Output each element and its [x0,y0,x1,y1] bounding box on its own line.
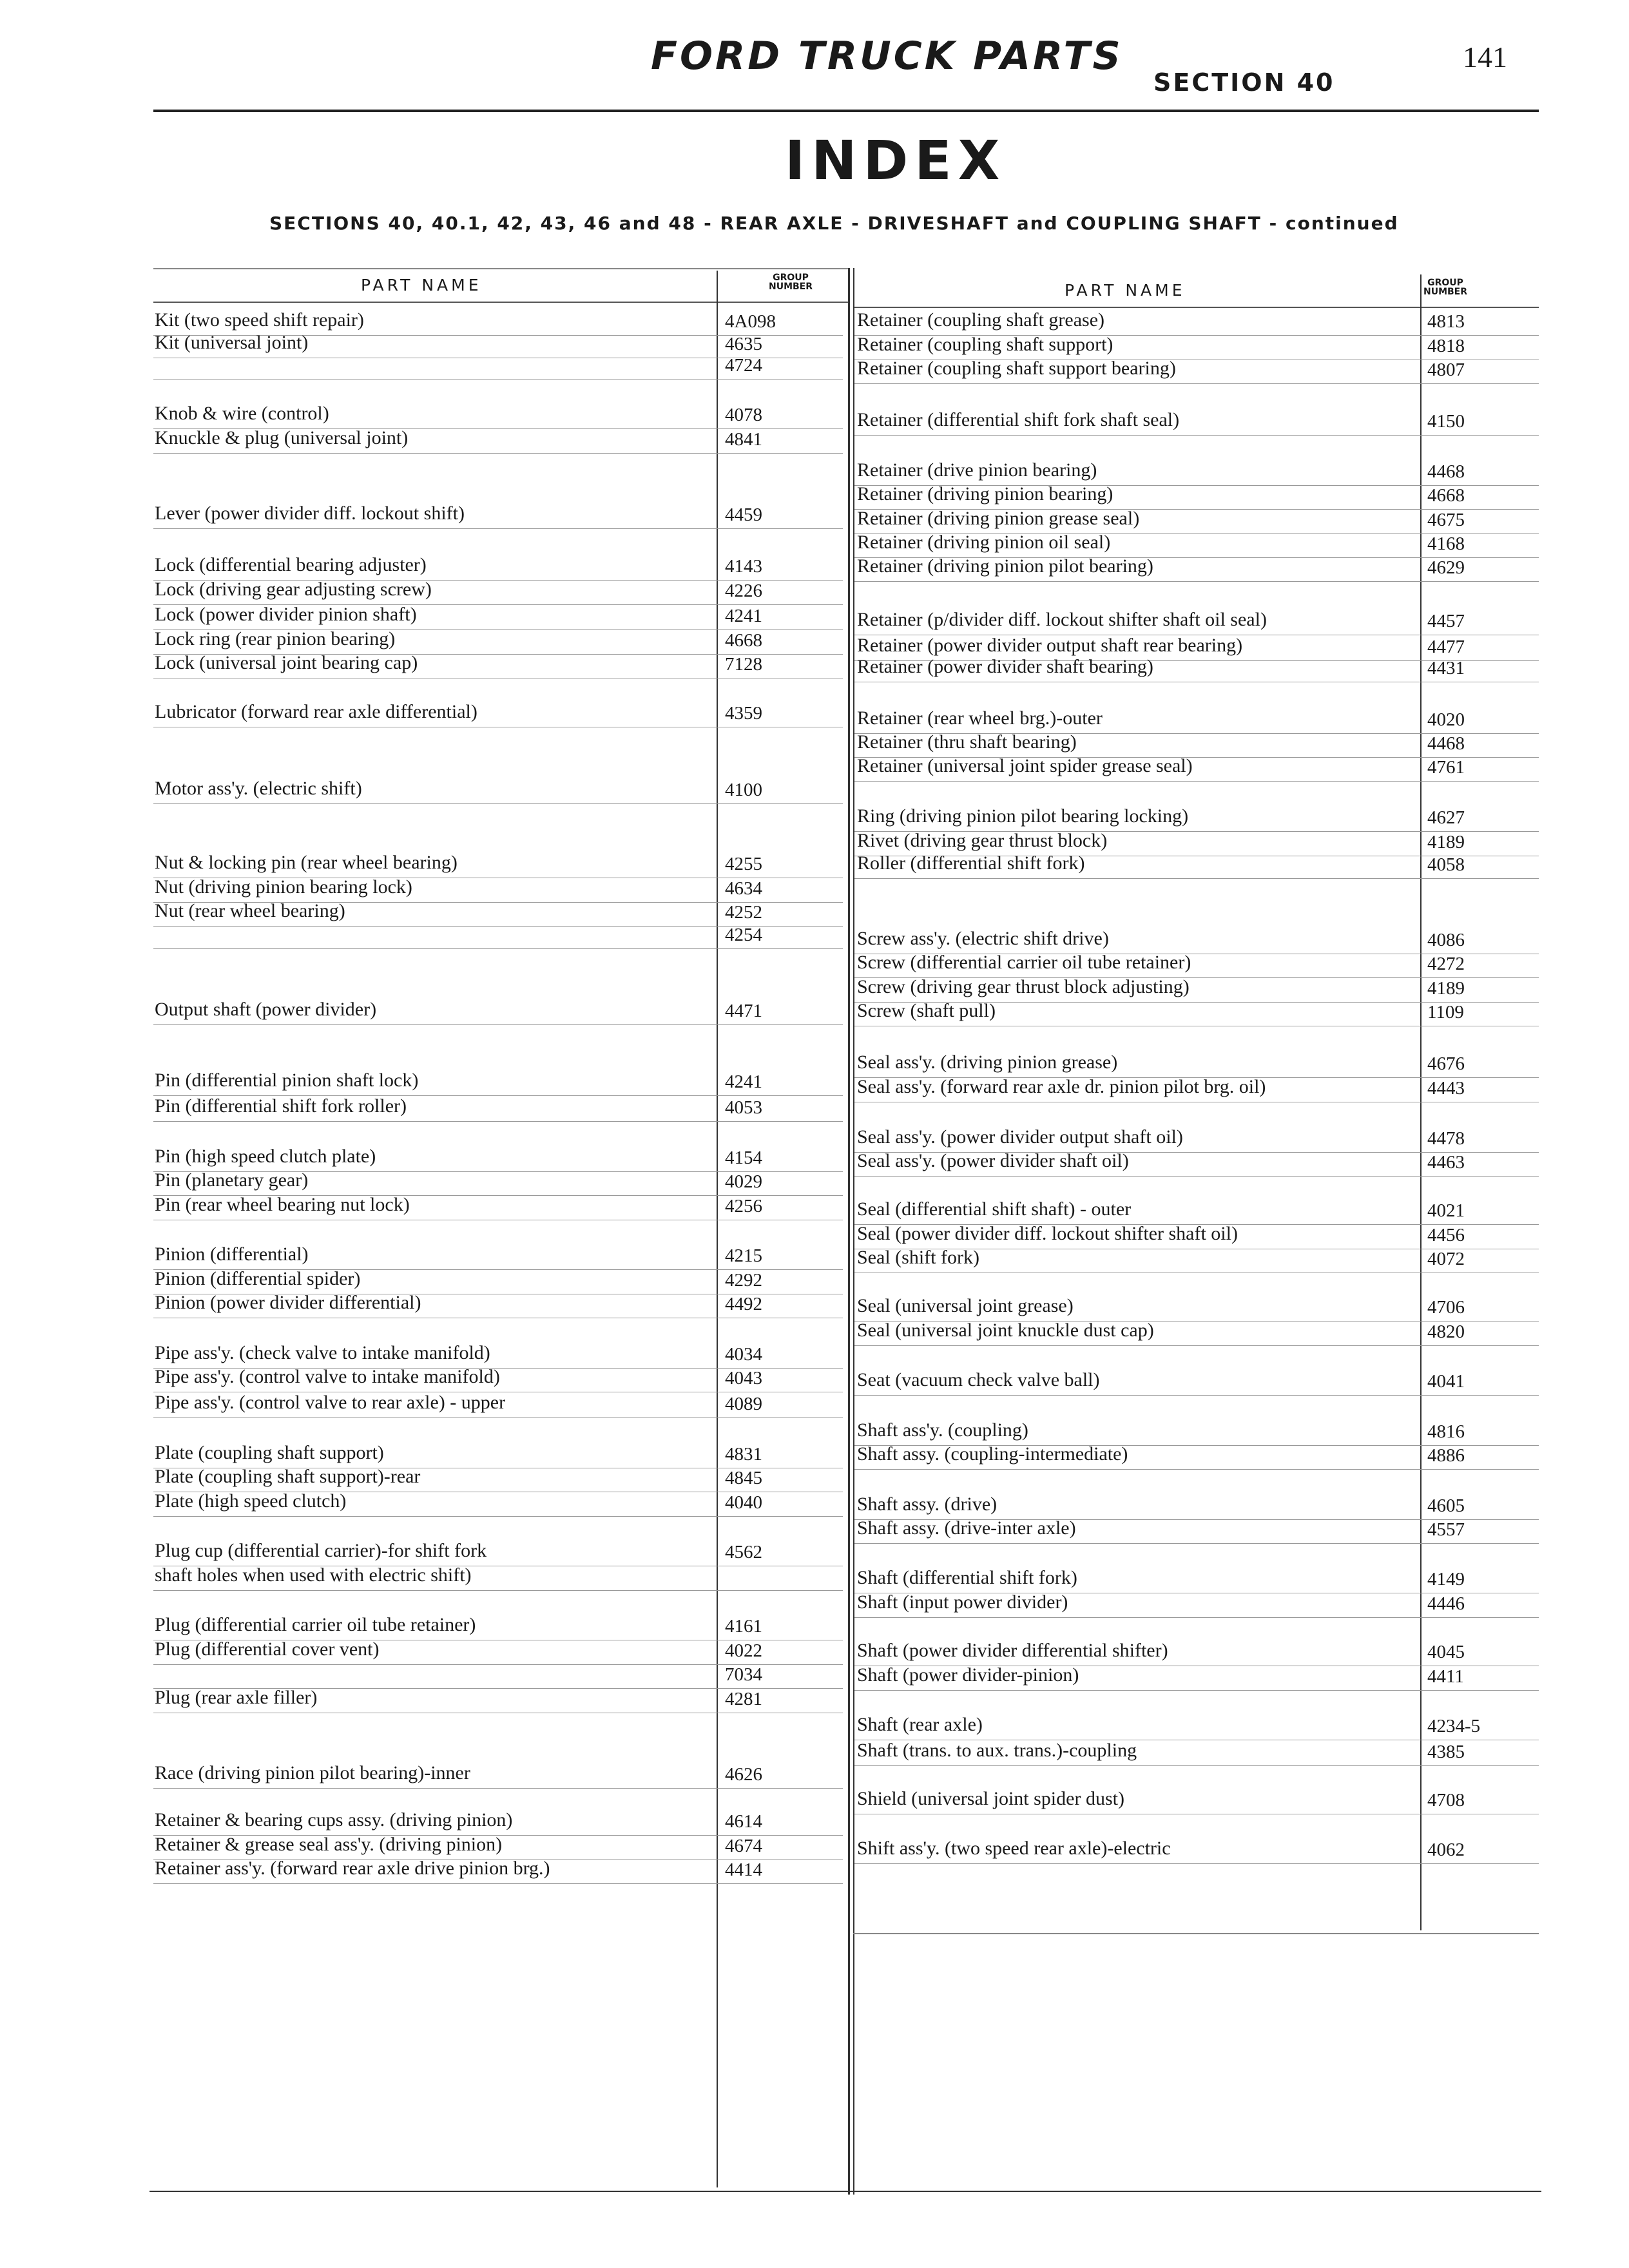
left-group-column-divider [717,271,718,2187]
group-number: 4459 [725,505,762,525]
group-number: 4062 [1427,1840,1465,1860]
row-rule [854,581,1539,582]
group-number: 4414 [725,1860,762,1880]
group-number: 4385 [1427,1742,1465,1762]
group-number: 4022 [725,1640,762,1661]
part-name: Lock ring (rear pinion bearing) [155,628,396,649]
part-name: Pin (high speed clutch plate) [155,1146,376,1167]
group-number: 4761 [1427,757,1465,778]
left-group-number-header [749,273,833,291]
part-name: Shaft ass'y. (coupling) [857,1419,1028,1441]
row-rule [854,1543,1539,1544]
part-name: Pipe ass'y. (control valve to intake manifold) [155,1366,500,1387]
part-name: Seal (shift fork) [857,1247,979,1268]
left-header-top-rule [153,268,849,269]
part-name: Roller (differential shift fork) [857,852,1085,874]
group-number: 4629 [1427,557,1465,578]
part-name: Rivet (driving gear thrust block) [857,830,1108,851]
part-name: Lock (universal joint bearing cap) [155,652,418,673]
group-number: 4841 [725,429,762,450]
row-rule [854,435,1539,436]
part-name: Retainer ass'y. (forward rear axle drive pinion brg.) [155,1858,550,1879]
group-number: 4708 [1427,1790,1465,1811]
left-part-name-header: PART NAME [361,276,482,294]
part-name: Seal (power divider diff. lockout shifter shaft oil) [857,1223,1238,1244]
left-group-header-line1: GROUP [773,273,809,283]
row-rule [153,1883,843,1884]
index-title: INDEX [785,129,1007,192]
group-number: 4813 [1427,311,1465,332]
part-name: Seal (universal joint grease) [857,1295,1074,1316]
center-column-divider [848,268,850,2195]
group-number: 4457 [1427,611,1465,631]
part-name: Nut (rear wheel bearing) [155,900,345,921]
part-name: Retainer (driving pinion oil seal) [857,532,1111,553]
group-number: 4034 [725,1344,762,1365]
row-rule [153,379,843,380]
part-name: Pin (rear wheel bearing nut lock) [155,1194,410,1215]
part-name: Kit (universal joint) [155,332,309,353]
group-number: 4045 [1427,1642,1465,1662]
group-number: 4468 [1427,461,1465,482]
part-name: Retainer (thru shaft bearing) [857,731,1077,753]
row-rule [854,1176,1539,1177]
group-number: 4463 [1427,1152,1465,1173]
part-name: Shaft (input power divider) [857,1591,1068,1613]
group-number: 4627 [1427,807,1465,828]
part-name: Output shaft (power divider) [155,999,377,1020]
group-number: 4053 [725,1097,762,1118]
right-table-end-rule [853,1933,1539,1934]
group-number: 4256 [725,1196,762,1216]
group-number: 4078 [725,405,762,425]
group-number: 4605 [1427,1495,1465,1516]
part-name: Retainer (p/divider diff. lockout shifter shaft oil seal) [857,609,1267,630]
row-rule [153,528,843,529]
right-group-header-line2: NUMBER [1423,287,1468,297]
row-rule [153,803,843,804]
publication-title: FORD TRUCK PARTS [651,34,1123,79]
group-number: 4492 [725,1294,762,1314]
section-label: SECTION 40 [1153,68,1335,97]
part-name: Retainer (driving pinion bearing) [857,483,1113,505]
part-name: Shaft (power divider-pinion) [857,1664,1079,1686]
right-group-number-header [1403,278,1487,296]
group-number: 4818 [1427,336,1465,356]
part-name: Plug (differential cover vent) [155,1639,380,1660]
group-number: 4626 [725,1764,762,1785]
part-name: Retainer & bearing cups assy. (driving pinion) [155,1809,513,1831]
group-number: 4676 [1427,1053,1465,1074]
row-rule [854,1345,1539,1346]
part-name: Pinion (differential) [155,1244,309,1265]
part-name: Plug cup (differential carrier)-for shift fork [155,1540,487,1561]
group-number: 4241 [725,1072,762,1092]
group-number: 4292 [725,1270,762,1291]
part-name: Pinion (power divider differential) [155,1292,421,1313]
group-number: 7034 [725,1664,762,1685]
group-number: 4072 [1427,1249,1465,1269]
group-number: 4845 [725,1468,762,1488]
part-name: Seal ass'y. (driving pinion grease) [857,1052,1118,1073]
group-number: 4020 [1427,709,1465,730]
part-name: Pipe ass'y. (control valve to rear axle) - upper [155,1392,506,1413]
group-number: 4674 [725,1836,762,1856]
part-name: Seal (differential shift shaft) - outer [857,1198,1132,1220]
part-name: Screw (driving gear thrust block adjusting) [857,976,1190,997]
part-name: Plate (coupling shaft support)-rear [155,1466,421,1487]
part-name: Retainer (drive pinion bearing) [857,459,1097,481]
part-name: Retainer (universal joint spider grease seal) [857,755,1193,776]
part-name: Screw (shaft pull) [857,1000,996,1021]
part-name: Shaft (power divider differential shifter) [857,1640,1168,1661]
row-rule [153,1121,843,1122]
row-rule [854,1690,1539,1691]
row-rule [854,781,1539,782]
group-number: 4029 [725,1171,762,1192]
group-number: 4272 [1427,954,1465,974]
part-name: Lubricator (forward rear axle differential) [155,701,477,722]
group-number: 4215 [725,1245,762,1266]
group-number: 4471 [725,1001,762,1021]
part-name: Kit (two speed shift repair) [155,309,364,331]
part-name: Shaft assy. (drive-inter axle) [857,1517,1076,1539]
group-number: 7128 [725,654,762,675]
row-rule [854,1863,1539,1864]
part-name: Ring (driving pinion pilot bearing locking) [857,805,1189,827]
part-name: Shaft assy. (drive) [857,1494,998,1515]
part-name: Retainer (power divider shaft bearing) [857,656,1153,677]
row-rule [153,1788,843,1789]
part-name: Nut & locking pin (rear wheel bearing) [155,852,458,873]
part-name: Seat (vacuum check valve ball) [857,1369,1100,1390]
group-number: 4359 [725,703,762,724]
group-number: 4446 [1427,1593,1465,1614]
part-name: Knob & wire (control) [155,403,329,424]
part-name: Lever (power divider diff. lockout shift) [155,503,465,524]
part-name: Seal ass'y. (power divider output shaft oil) [857,1126,1183,1148]
part-name: Seal (universal joint knuckle dust cap) [857,1320,1154,1341]
part-name: Shift ass'y. (two speed rear axle)-electric [857,1838,1171,1859]
part-name: Motor ass'y. (electric shift) [155,778,362,799]
part-name: Plate (high speed clutch) [155,1490,347,1512]
part-name: Lock (driving gear adjusting screw) [155,579,432,600]
part-name: Lock (power divider pinion shaft) [155,604,417,625]
group-number: 4634 [725,878,762,899]
group-number: 4886 [1427,1445,1465,1466]
part-name: Nut (driving pinion bearing lock) [155,876,412,898]
index-subtitle: SECTIONS 40, 40.1, 42, 43, 46 and 48 - REAR AXLE - DRIVESHAFT and COUPLING SHAFT - continued [269,213,1399,234]
group-number: 4089 [725,1394,762,1414]
group-number: 4411 [1427,1666,1464,1687]
group-number: 4635 [725,334,762,354]
row-rule [854,1765,1539,1766]
group-number: 4557 [1427,1519,1465,1540]
row-rule [153,948,843,949]
group-number: 4816 [1427,1421,1465,1442]
part-name: Seal ass'y. (forward rear axle dr. pinion pilot brg. oil) [857,1076,1266,1097]
part-name: Knuckle & plug (universal joint) [155,427,409,448]
part-name: Plug (rear axle filler) [155,1687,318,1708]
part-name: Shaft (trans. to aux. trans.)-coupling [857,1740,1137,1761]
group-number: 4A098 [725,311,776,332]
group-number: 4241 [725,606,762,626]
part-name: Retainer (driving pinion pilot bearing) [857,555,1153,577]
group-number: 4254 [725,925,762,945]
group-number: 4021 [1427,1200,1465,1221]
part-name: Plug (differential carrier oil tube retainer) [155,1614,476,1635]
group-number: 4154 [725,1148,762,1168]
part-name: Plate (coupling shaft support) [155,1442,384,1463]
group-number: 4150 [1427,411,1465,432]
row-rule [854,1469,1539,1470]
group-number: 4189 [1427,832,1465,852]
part-name: Shaft (differential shift fork) [857,1567,1077,1588]
group-number: 4562 [725,1542,762,1562]
group-number: 4456 [1427,1225,1465,1245]
part-name: Retainer (coupling shaft support) [857,334,1113,355]
group-number: 4807 [1427,360,1465,380]
group-number: 4724 [725,355,762,376]
group-number: 4443 [1427,1078,1465,1099]
group-number: 1109 [1427,1002,1464,1023]
group-number: 4281 [725,1689,762,1709]
part-name: Pin (differential pinion shaft lock) [155,1070,419,1091]
part-name: Retainer (power divider output shaft rear bearing) [857,635,1243,656]
row-rule [153,453,843,454]
row-rule [153,1590,843,1591]
part-name: Pinion (differential spider) [155,1268,361,1289]
page-number: 141 [1463,41,1507,73]
group-number: 4161 [725,1616,762,1637]
group-number: 4431 [1427,658,1465,678]
group-number: 4675 [1427,510,1465,530]
part-name: Screw ass'y. (electric shift drive) [857,928,1109,949]
right-group-column-divider [1420,274,1422,1930]
group-number: 4468 [1427,733,1465,754]
group-number: 4478 [1427,1128,1465,1149]
group-number: 4226 [725,581,762,601]
row-rule [854,383,1539,384]
group-number: 4668 [1427,485,1465,506]
group-number: 4614 [725,1811,762,1832]
group-number: 4831 [725,1444,762,1465]
row-rule [153,1516,843,1517]
right-part-name-header: PART NAME [1065,281,1186,300]
group-number: 4706 [1427,1297,1465,1318]
part-name: Shield (universal joint spider dust) [857,1788,1124,1809]
part-name: Seal ass'y. (power divider shaft oil) [857,1150,1129,1171]
group-number: 4168 [1427,533,1465,554]
part-name: shaft holes when used with electric shift) [155,1564,472,1586]
row-rule [153,1024,843,1025]
part-name: Pin (planetary gear) [155,1169,309,1191]
row-rule [854,878,1539,879]
header-rule [153,110,1539,112]
right-group-header-line1: GROUP [1427,278,1463,288]
group-number: 4143 [725,556,762,577]
part-name: Retainer (coupling shaft grease) [857,309,1105,331]
part-name: Retainer & grease seal ass'y. (driving pinion) [155,1834,503,1855]
table-bottom-rule [149,2191,1541,2192]
group-number: 4100 [725,780,762,800]
group-number: 4234-5 [1427,1716,1481,1736]
group-number: 4043 [725,1368,762,1389]
group-number: 4252 [725,902,762,923]
left-header-bottom-rule [153,302,849,303]
group-number: 4255 [725,854,762,874]
part-name: Pipe ass'y. (check valve to intake manifold) [155,1342,490,1363]
group-number: 4041 [1427,1371,1465,1392]
right-header-bottom-rule [853,307,1539,308]
group-number: 4058 [1427,854,1465,875]
part-name: Retainer (coupling shaft support bearing) [857,358,1176,379]
group-number: 4668 [725,630,762,651]
part-name: Retainer (driving pinion grease seal) [857,508,1140,529]
group-number: 4189 [1427,978,1465,999]
part-name: Screw (differential carrier oil tube retainer) [857,952,1191,973]
row-rule [854,1395,1539,1396]
group-number: 4040 [725,1492,762,1513]
group-number: 4820 [1427,1321,1465,1342]
left-group-header-line2: NUMBER [768,282,813,292]
part-name: Lock (differential bearing adjuster) [155,554,427,575]
part-name: Shaft (rear axle) [857,1714,983,1735]
group-number: 4477 [1427,637,1465,657]
group-number: 4086 [1427,930,1465,950]
group-number: 4149 [1427,1569,1465,1590]
row-rule [854,1617,1539,1618]
part-name: Retainer (differential shift fork shaft seal) [857,409,1180,430]
part-name: Pin (differential shift fork roller) [155,1095,407,1117]
part-name: Shaft assy. (coupling-intermediate) [857,1443,1128,1465]
part-name: Race (driving pinion pilot bearing)-inner [155,1762,470,1783]
part-name: Retainer (rear wheel brg.)-outer [857,707,1103,729]
